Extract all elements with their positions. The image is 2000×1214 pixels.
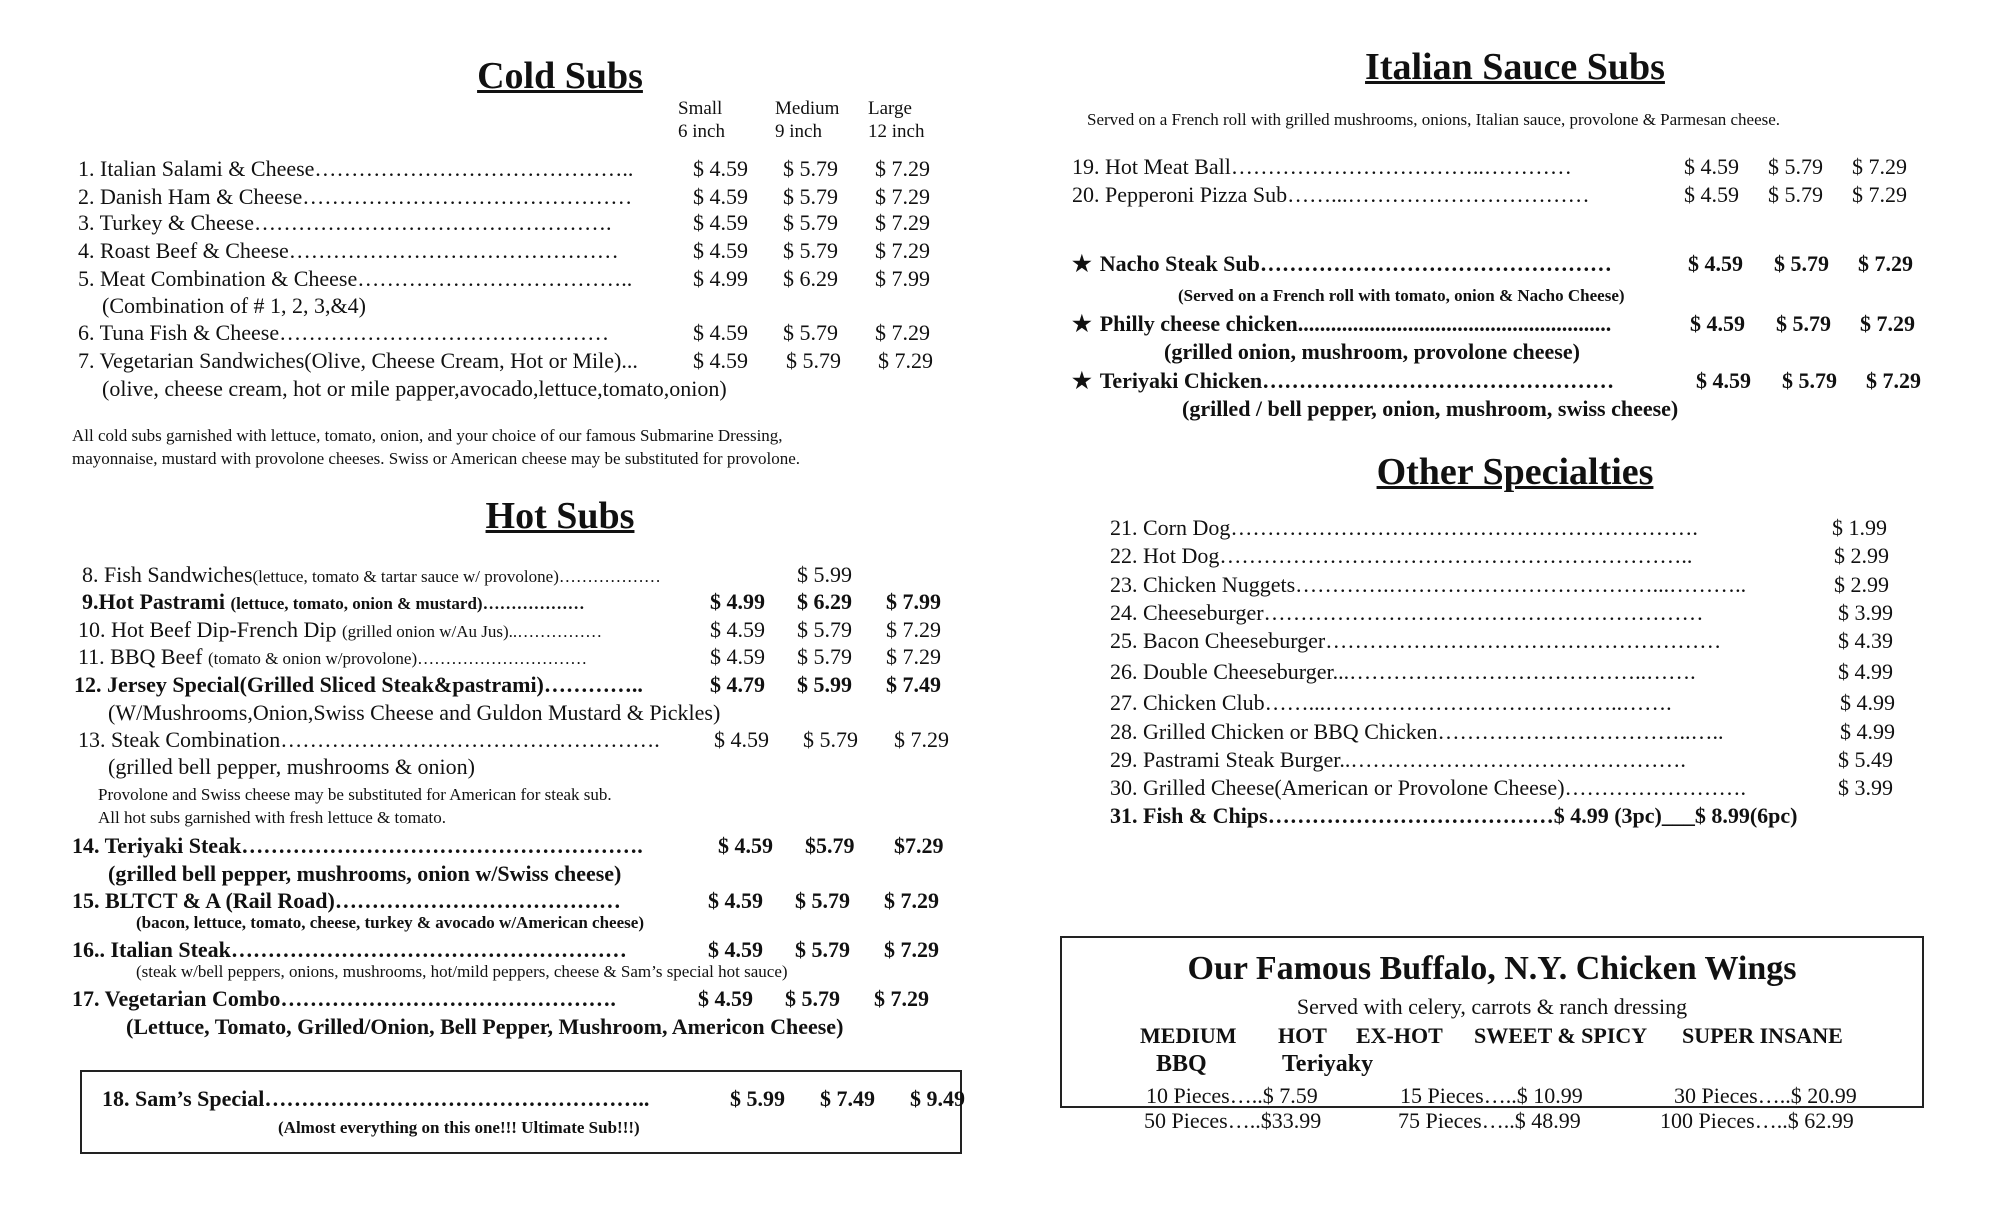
price-small: $ 4.59 (693, 210, 748, 235)
item-name: 30. Grilled Cheese(American or Provolone Cheese)……………………. (1110, 775, 1747, 800)
price-medium: $ 5.79 (783, 156, 838, 181)
price-medium: $ 5.79 (1774, 251, 1829, 276)
flavor-sweet-spicy: SWEET & SPICY (1474, 1023, 1648, 1048)
size-label: Small (678, 98, 723, 119)
item-description: (steak w/bell peppers, onions, mushrooms, hot/mild peppers, cheese & Sam’s special hot sauce) (136, 962, 788, 981)
price-small: $ 4.59 (718, 833, 773, 858)
item-name: 28. Grilled Chicken or BBQ Chicken……………………………..….. (1110, 719, 1724, 744)
flavor-super-insane: SUPER INSANE (1682, 1023, 1843, 1048)
price-medium: $ 5.99 (797, 672, 852, 697)
price-small: $ 4.99 (693, 266, 748, 291)
item-detail: (lettuce, tomato, onion & mustard)……………… (230, 594, 585, 613)
star-icon: ★ (1072, 251, 1092, 276)
wings-price: 10 Pieces…..$ 7.59 (1146, 1083, 1318, 1108)
price-small: $ 4.59 (1688, 251, 1743, 276)
price-small: $ 5.99 (730, 1086, 785, 1111)
price-large: $ 7.29 (884, 888, 939, 913)
price-small: $ 4.59 (714, 727, 769, 752)
item-name: 15. BLTCT & A (Rail Road)………………………………… (72, 888, 621, 913)
item-name: 2. Danish Ham & Cheese……………………………………… (78, 184, 633, 209)
price: $ 4.99 (1838, 659, 1893, 684)
price-large: $ 7.29 (1866, 368, 1921, 393)
wings-price: 100 Pieces…..$ 62.99 (1660, 1108, 1854, 1133)
item-name: 7. Vegetarian Sandwiches(Olive, Cheese Cream, Hot or Mile)... (78, 348, 638, 373)
star-icon: ★ (1072, 311, 1092, 336)
menu-item-fish-chips: 31. Fish & Chips…………………………………$ 4.99 (3pc)___$ 8.99(6pc) (1110, 803, 1798, 828)
price-medium: $ 5.79 (783, 320, 838, 345)
price-small: $ 4.59 (708, 888, 763, 913)
item-name: 20. Pepperoni Pizza Sub……...…………………………… (1072, 182, 1590, 207)
price: $ 4.99 (1840, 719, 1895, 744)
price: $ 2.99 (1834, 572, 1889, 597)
flavor-teriyaky: Teriyaky (1282, 1051, 1374, 1077)
price: $ 5.49 (1838, 747, 1893, 772)
hot-subs-title: Hot Subs (485, 495, 635, 537)
cold-note-line-1: All cold subs garnished with lettuce, tomato, onion, and your choice of our famous Submarine Dressing, (72, 426, 783, 445)
price-medium: $ 7.49 (820, 1086, 875, 1111)
item-name: 29. Pastrami Steak Burger..………………………………………. (1110, 747, 1686, 772)
item-name: 10. Hot Beef Dip-French Dip (78, 617, 342, 642)
price-medium: $ 6.29 (783, 266, 838, 291)
price: $ 4.99 (1840, 690, 1895, 715)
item-name: 21. Corn Dog………………………………………………………. (1110, 515, 1698, 540)
hot-note-line-2: All hot subs garnished with fresh lettuce & tomato. (98, 808, 446, 827)
price-medium: $ 5.79 (785, 986, 840, 1011)
price-small: $ 4.59 (693, 320, 748, 345)
price-medium: $ 5.79 (797, 644, 852, 669)
item-name: 9.Hot Pastrami (82, 589, 231, 614)
price-small: $ 4.59 (708, 937, 763, 962)
wings-price: 15 Pieces…..$ 10.99 (1400, 1083, 1583, 1108)
price-large: $7.29 (894, 833, 944, 858)
price: $ 4.39 (1838, 628, 1893, 653)
size-large (868, 97, 924, 143)
price-small: $ 4.59 (710, 617, 765, 642)
item-description: (Almost everything on this one!!! Ultimate Sub!!!) (278, 1118, 640, 1137)
item-name: 24. Cheeseburger…………………………………………………… (1110, 600, 1704, 625)
item-name: Teriyaki Chicken………………………………………… (1099, 368, 1615, 393)
wings-price: 30 Pieces…..$ 20.99 (1674, 1083, 1857, 1108)
price: $ 2.99 (1834, 543, 1889, 568)
flavor-ex-hot: EX-HOT (1356, 1023, 1443, 1048)
price-large: $ 7.99 (886, 589, 941, 614)
price-medium: $ 5.79 (1776, 311, 1831, 336)
price-small: $ 4.59 (693, 156, 748, 181)
item-name: Nacho Steak Sub………………………………………… (1099, 251, 1612, 276)
price-medium: $ 6.29 (797, 589, 852, 614)
flavor-medium: MEDIUM (1140, 1023, 1237, 1048)
size-label: Medium (775, 98, 840, 119)
item-name: Philly cheese chicken......................................................... (1099, 311, 1612, 336)
price-medium: $ 5.79 (1782, 368, 1837, 393)
flavor-hot: HOT (1278, 1023, 1327, 1048)
price-small: $ 4.59 (693, 348, 748, 373)
price: $ 5.99 (797, 562, 852, 587)
hot-note-line-1: Provolone and Swiss cheese may be substituted for American for steak sub. (98, 785, 612, 804)
item-name: 13. Steak Combination……………………………………………. (78, 727, 660, 752)
item-description: (Served on a French roll with tomato, onion & Nacho Cheese) (1178, 286, 1625, 305)
price: $ 1.99 (1832, 515, 1887, 540)
star-icon: ★ (1072, 368, 1092, 393)
item-name: 8. Fish Sandwiches (82, 562, 253, 587)
price-medium: $ 5.79 (1768, 154, 1823, 179)
italian-sauce-subs-title: Italian Sauce Subs (1365, 46, 1665, 88)
price-large: $ 7.29 (875, 238, 930, 263)
item-name: 16.. Italian Steak……………………………………………… (72, 937, 627, 962)
item-detail: (lettuce, tomato & tartar sauce w/ provolone)……………… (252, 567, 661, 586)
cold-subs-title: Cold Subs (477, 55, 643, 97)
item-name: 11. BBQ Beef (78, 644, 208, 669)
price-medium: $ 5.79 (786, 348, 841, 373)
price-small: $ 4.59 (693, 184, 748, 209)
item-name: 27. Chicken Club……...…………………………………..……. (1110, 690, 1672, 715)
price: $ 3.99 (1838, 775, 1893, 800)
sams-special-box (80, 1070, 965, 1154)
price-large: $ 7.29 (886, 617, 941, 642)
item-detail: (grilled onion w/Au Jus)..…………… (341, 622, 603, 641)
chicken-wings-box (1060, 936, 1924, 1108)
price-large: $ 7.99 (875, 266, 930, 291)
item-name: 17. Vegetarian Combo………………………………………. (72, 986, 616, 1011)
price-large: $ 7.29 (1860, 311, 1915, 336)
cold-note-line-2: mayonnaise, mustard with provolone cheeses. Swiss or American cheese may be substituted for provolone. (72, 449, 800, 468)
item-name: 25. Bacon Cheeseburger……………………………………………… (1110, 628, 1722, 653)
price-small: $ 4.99 (710, 589, 765, 614)
price-small: $ 4.59 (710, 644, 765, 669)
price-large: $ 7.29 (894, 727, 949, 752)
price-large: $ 7.29 (1858, 251, 1913, 276)
price-medium: $ 5.79 (783, 210, 838, 235)
italian-description: Served on a French roll with grilled mushrooms, onions, Italian sauce, provolone & Parmesan cheese. (1087, 110, 1781, 129)
item-name: 26. Double Cheeseburger...…………………………………..……. (1110, 659, 1696, 684)
size-sub: 6 inch (678, 121, 725, 142)
size-label: Large (868, 98, 912, 119)
wings-price: 75 Pieces…..$ 48.99 (1398, 1108, 1581, 1133)
item-name: 5. Meat Combination & Cheese……………………………….. (78, 266, 633, 291)
item-description: (olive, cheese cream, hot or mile papper,avocado,lettuce,tomato,onion) (102, 376, 727, 401)
price-medium: $ 5.79 (795, 888, 850, 913)
price-large: $ 7.29 (875, 210, 930, 235)
price-medium: $ 5.79 (803, 727, 858, 752)
item-name: 14. Teriyaki Steak………………………………………………. (72, 833, 643, 858)
price-large: $ 9.49 (910, 1086, 965, 1111)
price-small: $ 4.59 (698, 986, 753, 1011)
item-name: 22. Hot Dog……………………………………………………….. (1110, 543, 1693, 568)
price-large: $ 7.49 (886, 672, 941, 697)
item-description: (grilled onion, mushroom, provolone cheese) (1164, 339, 1580, 364)
item-name: 18. Sam’s Special…………………………………………….. (102, 1086, 650, 1111)
other-specialties-title: Other Specialties (1376, 451, 1654, 493)
item-name: 3. Turkey & Cheese…………………………………………. (78, 210, 612, 235)
item-description: (grilled / bell pepper, onion, mushroom, swiss cheese) (1182, 396, 1679, 421)
flavor-bbq: BBQ (1156, 1051, 1207, 1077)
size-medium (775, 97, 839, 143)
price-large: $ 7.29 (884, 937, 939, 962)
wings-price: 50 Pieces…..$33.99 (1144, 1108, 1322, 1133)
price-small: $ 4.79 (710, 672, 765, 697)
size-small (678, 97, 725, 143)
price-medium: $ 5.79 (795, 937, 850, 962)
price-medium: $ 5.79 (797, 617, 852, 642)
item-name: 1. Italian Salami & Cheese…………………………………….. (78, 156, 634, 181)
price-large: $ 7.29 (875, 184, 930, 209)
item-description: (grilled bell pepper, mushrooms & onion) (108, 754, 475, 779)
price-small: $ 4.59 (693, 238, 748, 263)
price-medium: $ 5.79 (1768, 182, 1823, 207)
price-large: $ 7.29 (878, 348, 933, 373)
price-large: $ 7.29 (875, 320, 930, 345)
size-sub: 9 inch (775, 121, 822, 142)
price-large: $ 7.29 (1852, 154, 1907, 179)
item-description: (W/Mushrooms,Onion,Swiss Cheese and Guldon Mustard & Pickles) (108, 700, 721, 725)
item-description: (bacon, lettuce, tomato, cheese, turkey & avocado w/American cheese) (136, 913, 644, 932)
item-description: (grilled bell pepper, mushrooms, onion w/Swiss cheese) (108, 861, 622, 886)
price-medium: $ 5.79 (783, 184, 838, 209)
size-sub: 12 inch (868, 121, 925, 142)
price-small: $ 4.59 (1684, 182, 1739, 207)
wings-title: Our Famous Buffalo, N.Y. Chicken Wings (1187, 950, 1797, 987)
item-name: 6. Tuna Fish & Cheese……………………………………… (78, 320, 610, 345)
item-description: (Combination of # 1, 2, 3,&4) (102, 293, 366, 318)
price-large: $ 7.29 (886, 644, 941, 669)
price-medium: $5.79 (805, 833, 855, 858)
item-name: 23. Chicken Nuggets………….………………………………...……….. (1110, 572, 1747, 597)
item-description: (Lettuce, Tomato, Grilled/Onion, Bell Pepper, Mushroom, Americon Cheese) (126, 1014, 844, 1039)
item-detail: (tomato & onion w/provolone)………………………… (207, 649, 588, 668)
item-name: 19. Hot Meat Ball……………………………..………… (1072, 154, 1572, 179)
price-small: $ 4.59 (1684, 154, 1739, 179)
price-small: $ 4.59 (1690, 311, 1745, 336)
item-name: 4. Roast Beef & Cheese……………………………………… (78, 238, 619, 263)
wings-subtitle: Served with celery, carrots & ranch dressing (1296, 994, 1688, 1019)
price-large: $ 7.29 (875, 156, 930, 181)
price-small: $ 4.59 (1696, 368, 1751, 393)
price-large: $ 7.29 (874, 986, 929, 1011)
price: $ 3.99 (1838, 600, 1893, 625)
item-name: 12. Jersey Special(Grilled Sliced Steak&pastrami)………….. (74, 672, 643, 697)
price-medium: $ 5.79 (783, 238, 838, 263)
price-large: $ 7.29 (1852, 182, 1907, 207)
